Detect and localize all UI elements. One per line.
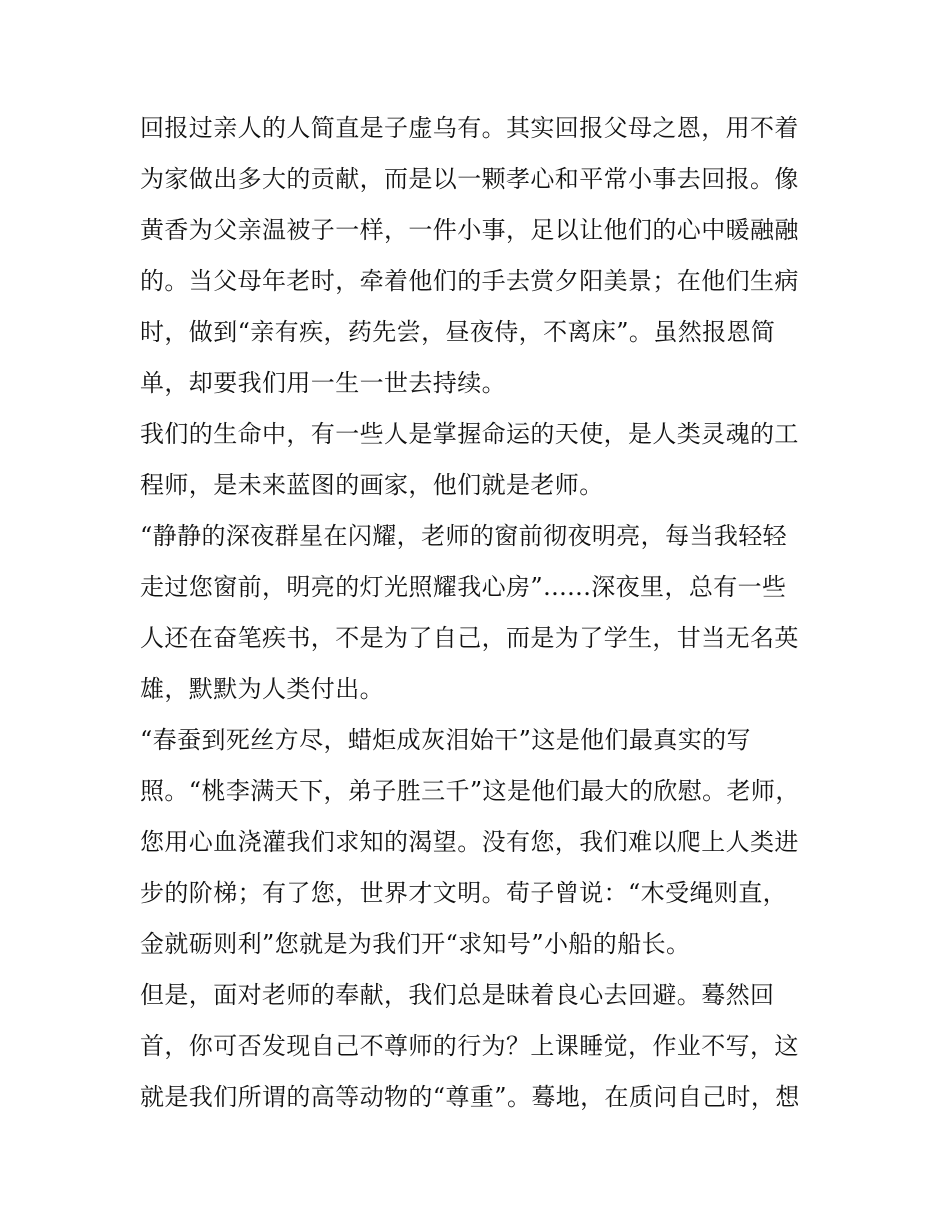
text-line: 照。“桃李满天下，弟子胜三千”这是他们最大的欣慰。老师，: [140, 777, 800, 805]
text-line: “春蚕到死丝方尽，蜡炬成灰泪始干”这是他们最真实的写: [140, 726, 751, 754]
text-line: 走过您窗前，明亮的灯光照耀我心房”......深夜里，总有一些: [140, 573, 787, 601]
text-line: 金就砺则利”您就是为我们开“求知号”小船的船长。: [140, 930, 691, 958]
text-line: 时，做到“亲有疾，药先尝，昼夜侍，不离床”。虽然报恩简: [140, 318, 776, 346]
text-line: 步的阶梯；有了您，世界才文明。荀子曾说：“木受绳则直，: [140, 879, 788, 907]
text-line: 黄香为父亲温被子一样，一件小事，足以让他们的心中暖融融: [140, 216, 799, 244]
text-line: 的。当父母年老时，牵着他们的手去赏夕阳美景；在他们生病: [140, 267, 799, 295]
text-line: 您用心血浇灌我们求知的渴望。没有您，我们难以爬上人类进: [140, 828, 799, 856]
text-line: 单，却要我们用一生一世去持续。: [140, 369, 506, 397]
text-line: 我们的生命中，有一些人是掌握命运的天使，是人类灵魂的工: [140, 420, 799, 448]
text-line: 但是，面对老师的奉献，我们总是昧着良心去回避。蓦然回: [140, 981, 775, 1009]
text-line: 首，你可否发现自己不尊师的行为？上课睡觉，作业不写，这: [140, 1032, 799, 1060]
text-line: 为家做出多大的贡献，而是以一颗孝心和平常小事去回报。像: [140, 165, 799, 193]
text-line: 程师，是未来蓝图的画家，他们就是老师。: [140, 471, 604, 499]
text-line: 回报过亲人的人简直是子虚乌有。其实回报父母之恩，用不着: [140, 114, 799, 142]
text-line: 人还在奋笔疾书，不是为了自己，而是为了学生，甘当无名英: [140, 624, 799, 652]
text-line: 雄，默默为人类付出。: [140, 675, 384, 703]
text-line: 就是我们所谓的高等动物的“尊重”。蓦地，在质问自己时，想: [140, 1083, 800, 1111]
document-body: [140, 103, 820, 1123]
text-line: “静静的深夜群星在闪耀，老师的窗前彻夜明亮，每当我轻轻: [140, 522, 788, 550]
